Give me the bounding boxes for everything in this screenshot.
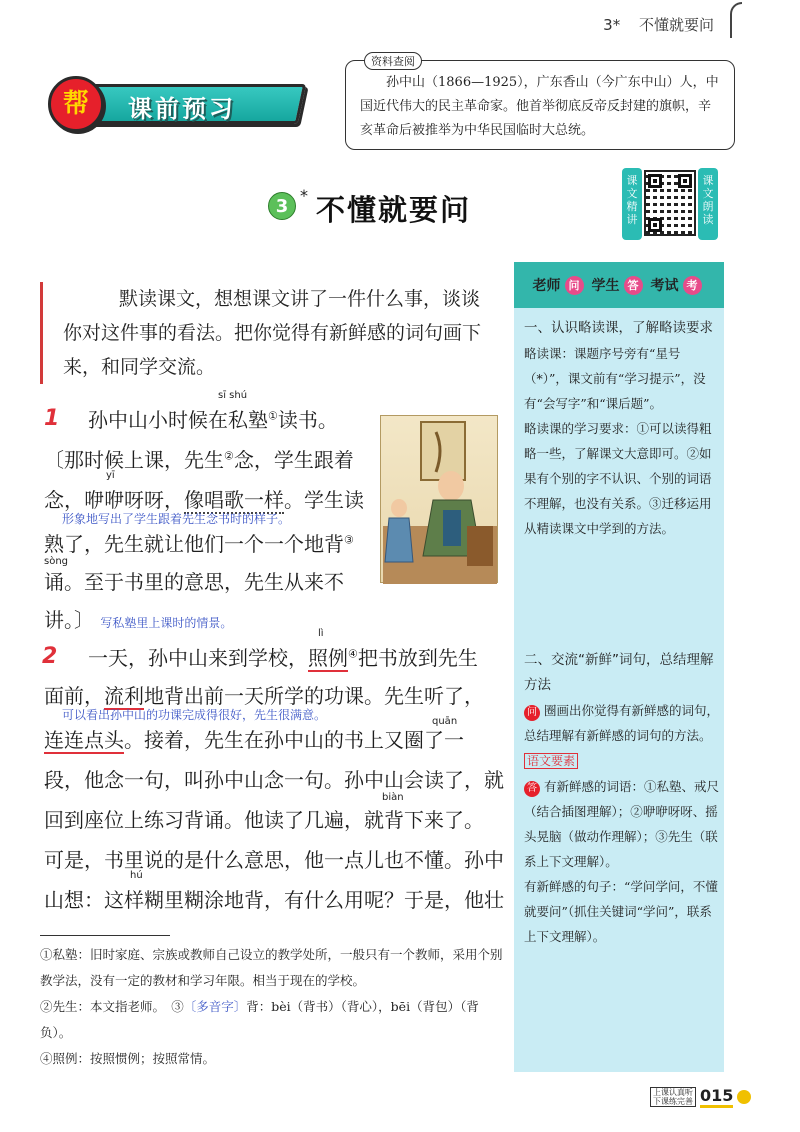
footnotes — [40, 942, 508, 1072]
footnote-ref: ① — [268, 409, 278, 423]
text-line: 段，他念一句，叫孙中山念一句。孙中山会读了，就 — [44, 768, 504, 792]
resource-text: 孙中山（1866—1925），广东香山（今广东中山）人，中国近代伟大的民主革命家。他首举彻底反帝反封建的旗帜，辛亥革命后被推举为中华民国临时大总统。 — [360, 75, 719, 138]
footnote-ref: ② — [224, 449, 234, 463]
reading-instruction — [40, 282, 498, 384]
text-line — [44, 604, 232, 633]
lesson-title-text: 不懂就要问 — [316, 193, 472, 227]
text-line — [44, 444, 354, 473]
text-line — [44, 484, 364, 513]
page-number-text: 015 — [700, 1086, 733, 1108]
pinyin: hú — [130, 870, 143, 881]
text: 地背出前一天所学的功课。先生听了， — [144, 684, 484, 708]
text: 孙中山小时候在私塾 — [88, 408, 268, 432]
qr-finder-icon — [678, 174, 692, 188]
section-text: 略读课的学习要求：①可以读得粗略一些，了解课文大意即可。②如果有个别的字不认识、个别的词语不理解，也没有关系。③迁移运用从精读课文中学到的方法。 — [524, 421, 712, 536]
underlined-phrase: 照例 — [308, 646, 348, 670]
sidebar-section-1 — [524, 316, 720, 541]
text-line: 可是，书里说的是什么意思，他一点儿也不懂。孙中 — [44, 848, 504, 872]
text-line — [44, 528, 354, 557]
annotation: 写私塾里上课时的情景。 — [100, 616, 233, 630]
question-text: 圈画出你觉得有新鲜感的词句，总结理解有新鲜感的词句的方法。 — [524, 703, 719, 743]
section-text: 略读课：课题序号旁有“星号（*）”，课文前有“学习提示”，没有“会写字”和“课后题”。 — [524, 346, 706, 411]
lesson-title — [268, 186, 471, 229]
qr-finder-icon — [648, 174, 662, 188]
pinyin: biàn — [382, 792, 404, 803]
underlined-phrase: 流利 — [104, 684, 144, 708]
running-head-title: 不懂就要问 — [638, 16, 714, 34]
lesson-star: * — [300, 186, 308, 205]
polyphone-tag: 〔多音字〕 — [183, 999, 247, 1014]
text: 面前， — [44, 684, 104, 708]
section-title: 一、认识略读课，了解略读要求 — [524, 320, 713, 336]
answer-text: 有新鲜感的词语：①私塾、戒尺（结合插图理解）；②咿咿呀呀、摇头晃脑（做动作理解）；③先生（联系上下文理解）。 — [524, 779, 719, 869]
paragraph-number: 2 — [42, 644, 58, 669]
text: 读书。 — [277, 408, 338, 432]
text-line: 诵。至于书里的意思，先生从来不 — [44, 570, 344, 594]
text-line — [88, 642, 478, 671]
text: 。学生读 — [284, 488, 364, 512]
question — [524, 698, 720, 774]
text: 把书放到先生 — [357, 646, 478, 670]
annotation: 形象地写出了学生跟着先生念书时的样子。 — [62, 512, 291, 526]
header-exam: 考试 — [650, 278, 679, 294]
sidebar-section-2 — [524, 648, 720, 949]
pinyin: quān — [432, 716, 458, 727]
underlined-phrase: 像唱歌一样 — [184, 488, 284, 512]
text: 〔那时候上课，先生 — [44, 448, 224, 472]
lesson-number: 3 — [268, 192, 296, 220]
qr-right-label: 课文朗读 — [698, 168, 718, 240]
page-number — [650, 1086, 751, 1108]
answer-sentence: 有新鲜感的句子：“学问学问，不懂就要问”（抓住关键词“学问”，联系上下文理解）。 — [524, 879, 718, 944]
annotation: 可以看出孙中山的功课完成得很好，先生很满意。 — [62, 708, 327, 722]
text: 熟了，先生就让他们一个一个地背 — [44, 532, 344, 556]
footnote-divider — [40, 935, 170, 936]
text: 一天，孙中山来到学校， — [88, 646, 308, 670]
tagline: 上课认真听 — [653, 1088, 693, 1097]
text: 讲。〕 — [44, 608, 94, 632]
sidebar-header — [514, 262, 724, 308]
qr-finder-icon — [648, 218, 662, 232]
footnote: ①私塾：旧时家庭、宗族或教师自己设立的教学处所，一般只有一个教师，采用个别教学法，没有一定的教材和学习年限。相当于现在的学校。 — [40, 947, 503, 988]
yuwen-tag: 语文要素 — [524, 753, 578, 769]
text-line — [44, 724, 464, 753]
footnote-text: ②先生：本文指老师。 ③ — [40, 999, 184, 1014]
teacher-and-student-illustration — [381, 416, 499, 584]
preview-label: 课前预习 — [128, 95, 236, 123]
running-head-lesson-no: 3* — [603, 16, 621, 34]
underlined-phrase: 连连点头 — [44, 728, 124, 752]
pinyin: lì — [318, 628, 324, 639]
footnote-text: 背：bèi（背书）（背心），bēi（背包）（背负）。 — [40, 999, 479, 1040]
footnote — [40, 994, 508, 1046]
text: 。接着，先生在孙中山的书上又圈了一 — [124, 728, 464, 752]
qr-code-icon[interactable] — [644, 170, 696, 236]
paragraph-number: 1 — [44, 406, 60, 431]
exam-icon: 考 — [683, 276, 702, 295]
footnote-ref: ③ — [344, 533, 354, 547]
text-line: 回到座位上练习背诵。他读了几遍，就背下来了。 — [44, 808, 484, 832]
instruction-text: 默读课文，想想课文讲了一件什么事，谈谈你对这件事的看法。把你觉得有新鲜感的词句画下来，和同学交流。 — [63, 288, 482, 378]
pinyin: sòng — [44, 556, 69, 567]
preview-badge — [48, 80, 302, 128]
header-student: 学生 — [591, 278, 620, 294]
text-line: 山想：这样糊里糊涂地背，有什么用呢？于是，他壮 — [44, 888, 504, 912]
text-line — [44, 680, 484, 709]
footnote: ④照例：按照惯例；按照常情。 — [40, 1051, 216, 1066]
corner-decoration — [730, 2, 742, 38]
ask-icon: 问 — [565, 276, 584, 295]
answer-icon: 答 — [624, 276, 643, 295]
pinyin: yī — [106, 470, 115, 481]
resource-box — [345, 55, 735, 150]
header-teacher: 老师 — [532, 278, 561, 294]
classroom-illustration — [380, 415, 498, 583]
section-title: 二、交流“新鲜”词句，总结理解方法 — [524, 652, 714, 693]
qr-block[interactable] — [622, 168, 718, 240]
question-icon: 问 — [524, 705, 540, 721]
help-circle: 帮 — [48, 76, 104, 132]
resource-tag: 资料查阅 — [364, 52, 422, 70]
page-tagline — [650, 1087, 696, 1107]
answer — [524, 774, 720, 874]
star-icon — [737, 1090, 751, 1104]
answer-icon: 答 — [524, 781, 540, 797]
tagline: 下课练完善 — [653, 1097, 693, 1106]
text-line — [88, 404, 338, 433]
footnote-ref: ④ — [348, 647, 358, 661]
running-head — [603, 14, 714, 35]
qr-left-label: 课文精讲 — [622, 168, 642, 240]
text: 念，学生跟着 — [233, 448, 354, 472]
text: 念，咿咿呀呀， — [44, 488, 184, 512]
pinyin: sī shú — [218, 390, 248, 401]
qa-sidebar — [514, 262, 724, 1072]
